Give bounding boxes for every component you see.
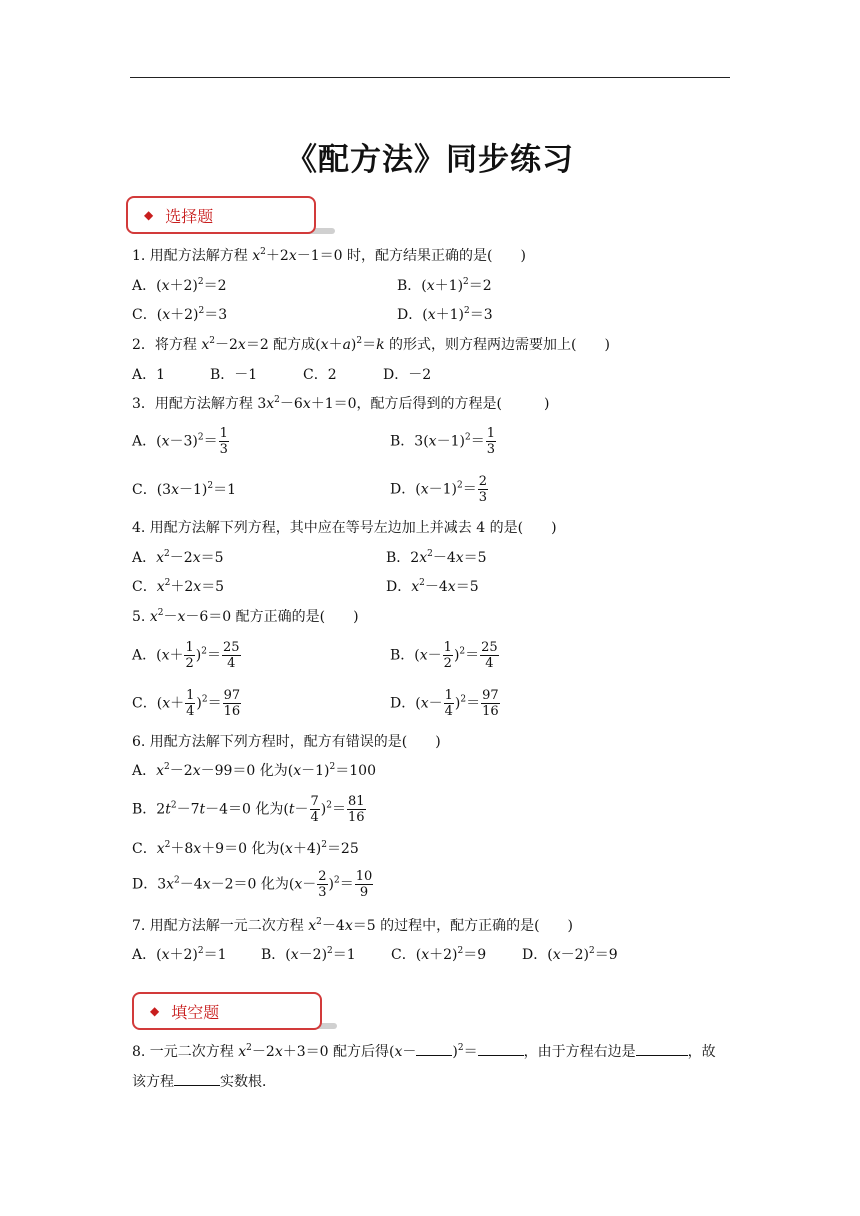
question-4-option-a: A．$x^2-2x=5$ [132, 549, 224, 566]
question-2-option-d: D．－2 [383, 367, 432, 383]
section-header-choice [126, 196, 316, 234]
question-5-option-d: D．(x－ $\frac{1}{4}$ )$^2$＝ $\frac{97}{16}$ [390, 688, 499, 719]
page-title: 《配方法》同步练习 [286, 142, 574, 178]
question-7-option-a: A．$(x+2)^2=1$ [132, 946, 227, 963]
question-3-stem: 3．用配方法解方程 $3x^2-6x+1=0$，配方后得到的方程是( ) [132, 395, 550, 412]
question-6-option-c: C．$x^2+8x+9=0$ 化为$(x+4)^2=25$ [132, 840, 359, 857]
section-label: 填空题 [171, 1002, 220, 1022]
question-7-option-b: B．$(x-2)^2=1$ [261, 946, 356, 963]
question-3-option-a: A．$(x-3)^2=$ $\frac{1}{3}$ [132, 426, 228, 457]
section-header-fill [132, 992, 322, 1030]
question-6-option-d: D．$3x^2-4x-2=0$ 化为(x－ $\frac{2}{3}$ )$^2$＝ $\frac{10}{9}$ [132, 869, 373, 900]
question-8-line-2: 该方程 实数根． [132, 1074, 276, 1090]
question-2-option-a: A．1 [132, 367, 166, 383]
diamond-icon: ◆ [144, 208, 154, 222]
question-1-option-c: C．$(x+2)^2=3$ [132, 306, 228, 323]
section-label: 选择题 [165, 206, 214, 226]
question-5-option-c: C．(x＋ $\frac{1}{4}$ )$^2$＝ $\frac{97}{16}$ [132, 688, 241, 719]
question-2-option-b: B．－1 [210, 367, 258, 383]
question-8-line-1: 8. 一元二次方程 $x^2-2x+3=0$ 配方后得$(x- )^2=$ ，由于方程右边是 ，故 [132, 1043, 716, 1060]
question-1-stem: 1. 用配方法解方程 $x^2+2x-1=0$ 时，配方结果正确的是( ) [132, 247, 526, 264]
question-5-option-a: A．(x＋ $\frac{1}{2}$ )$^2$＝ $\frac{25}{4}$ [132, 640, 240, 671]
diamond-icon: ◆ [150, 1004, 160, 1018]
question-4-stem: 4. 用配方法解下列方程，其中应在等号左边加上并减去 4 的是( ) [132, 520, 557, 536]
question-4-option-b: B．$2x^2-4x=5$ [386, 549, 487, 566]
question-7-stem: 7. 用配方法解一元二次方程 $x^2-4x=5$ 的过程中，配方正确的是( ) [132, 917, 574, 934]
question-1-option-b: B．$(x+1)^2=2$ [397, 277, 492, 294]
question-4-option-c: C．$x^2+2x=5$ [132, 578, 225, 595]
question-4-option-d: D．$x^2-4x=5$ [386, 578, 479, 595]
question-6-option-a: A．$x^2-2x-99=0$ 化为$(x-1)^2=100$ [132, 762, 376, 779]
question-6-option-b: B．$2t^2-7t-4=0$ 化为(t－ $\frac{7}{4}$ )$^2$＝ $\frac{81}{16}$ [132, 794, 365, 825]
question-2-option-c: C．2 [303, 367, 337, 383]
question-5-stem: 5. $x^2-x-6=0$ 配方正确的是( ) [132, 608, 359, 625]
question-1-option-a: A．$(x+2)^2=2$ [132, 277, 227, 294]
question-6-stem: 6. 用配方法解下列方程时，配方有错误的是( ) [132, 734, 441, 750]
question-7-option-d: D．$(x-2)^2=9$ [522, 946, 618, 963]
question-3-option-b: B．$3(x-1)^2=$ $\frac{1}{3}$ [390, 426, 495, 457]
question-2-stem: 2．将方程 $x^2-2x=2$ 配方成$(x+a)^2=k$ 的形式，则方程两边需要加上( ) [132, 336, 610, 353]
question-3-option-c: C．$(3x-1)^2=1$ [132, 481, 237, 498]
header-rule [130, 77, 730, 78]
question-7-option-c: C．$(x+2)^2=9$ [391, 946, 487, 963]
question-5-option-b: B．(x－ $\frac{1}{2}$ )$^2$＝ $\frac{25}{4}$ [390, 640, 498, 671]
question-1-option-d: D．$(x+1)^2=3$ [397, 306, 493, 323]
question-3-option-d: D．$(x-1)^2=$ $\frac{2}{3}$ [390, 474, 487, 505]
